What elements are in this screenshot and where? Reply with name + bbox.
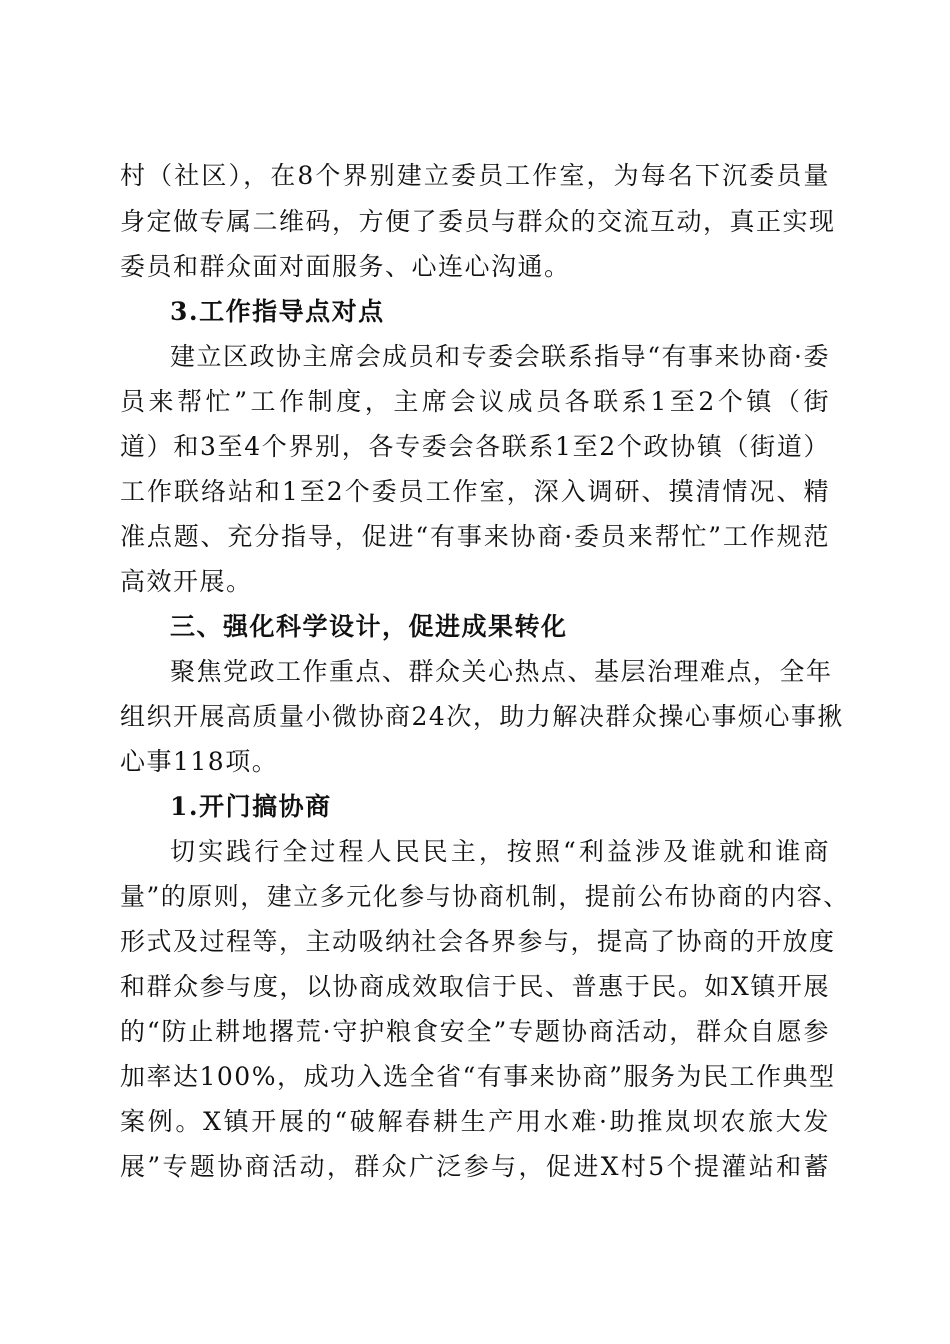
paragraph-line: 工作联络站和1至2个委员工作室，深入调研、摸清情况、精 xyxy=(120,477,830,506)
paragraph-line: 员来帮忙”工作制度，主席会议成员各联系1至2个镇（街 xyxy=(120,387,830,416)
paragraph-line: 村（社区），在8个界别建立委员工作室，为每名下沉委员量 xyxy=(120,161,830,190)
paragraph-line: 准点题、充分指导，促进“有事来协商·委员来帮忙”工作规范 xyxy=(120,522,830,551)
section-heading: 1.开门搞协商 xyxy=(170,792,332,821)
paragraph-line: 形式及过程等，主动吸纳社会各界参与，提高了协商的开放度 xyxy=(120,927,836,956)
paragraph-line: 建立区政协主席会成员和专委会联系指导“有事来协商·委 xyxy=(170,342,830,371)
paragraph-line: 身定做专属二维码，方便了委员与群众的交流互动，真正实现 xyxy=(120,207,836,236)
paragraph-line: 道）和3至4个界别，各专委会各联系1至2个政协镇（街道） xyxy=(120,432,830,461)
paragraph-line: 量”的原则，建立多元化参与协商机制，提前公布协商的内容、 xyxy=(120,882,850,911)
paragraph-line: 的“防止耕地撂荒·守护粮食安全”专题协商活动，群众自愿参 xyxy=(120,1017,830,1046)
paragraph-line: 委员和群众面对面服务、心连心沟通。 xyxy=(120,252,571,281)
paragraph-line: 和群众参与度，以协商成效取信于民、普惠于民。如X镇开展 xyxy=(120,972,830,1001)
paragraph-line: 聚焦党政工作重点、群众关心热点、基层治理难点，全年 xyxy=(170,657,833,686)
section-heading: 三、强化科学设计，促进成果转化 xyxy=(170,612,568,641)
paragraph-line: 组织开展高质量小微协商24次，助力解决群众操心事烦心事揪 xyxy=(120,702,844,731)
paragraph-line: 加率达100%，成功入选全省“有事来协商”服务为民工作典型 xyxy=(120,1062,836,1091)
section-heading: 3.工作指导点对点 xyxy=(170,297,385,326)
paragraph-line: 展”专题协商活动，群众广泛参与，促进X村5个提灌站和蓄 xyxy=(120,1152,830,1181)
paragraph-line: 心事118项。 xyxy=(120,747,279,776)
paragraph-line: 高效开展。 xyxy=(120,567,253,596)
paragraph-line: 切实践行全过程人民民主，按照“利益涉及谁就和谁商 xyxy=(170,837,830,866)
paragraph-line: 案例。X镇开展的“破解春耕生产用水难·助推岚坝农旅大发 xyxy=(120,1107,830,1136)
